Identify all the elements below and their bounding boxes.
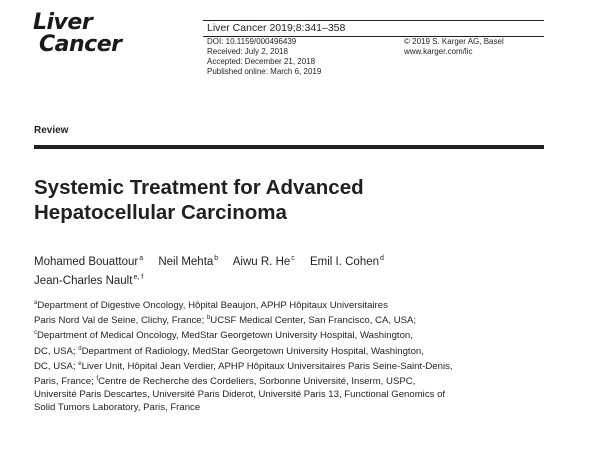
affiliation-text: Liver Unit, Hôpital Jean Verdier, APHP Hôpitaux Universitaires Paris Seine-Saint-Denis, xyxy=(81,360,453,372)
logo-line-1: Liver xyxy=(33,10,93,35)
affiliation-text: Department of Digestive Oncology, Hôpital Beaujon, APHP Hôpitaux Universitaires xyxy=(37,300,388,311)
affiliation-text: Paris Nord Val de Seine, Clichy, France; xyxy=(34,315,207,327)
affiliation-line xyxy=(34,297,554,312)
author xyxy=(34,256,143,268)
article-type: Review xyxy=(34,125,69,136)
affiliation-text: Department of Radiology, MedStar Georgetown University Hospital, Washington, xyxy=(81,345,424,357)
affiliation-mark: a xyxy=(34,300,38,306)
author-name: Neil Mehta xyxy=(158,256,214,268)
author-name: Aiwu R. He xyxy=(232,256,291,268)
affiliation-mark: d xyxy=(78,345,82,352)
author-affiliation-mark: b xyxy=(214,255,219,262)
published-date: Published online: March 6, 2019 xyxy=(207,67,322,76)
section-rule xyxy=(34,145,544,149)
affiliation-text: UCSF Medical Center, San Francisco, CA, USA; xyxy=(210,315,417,327)
publisher-info xyxy=(404,37,504,57)
affiliation-text: DC, USA; xyxy=(34,360,79,372)
author-affiliation-mark: c xyxy=(291,255,295,262)
author xyxy=(34,275,143,287)
author xyxy=(310,256,384,268)
author-affiliation-mark: a xyxy=(139,255,144,262)
affiliation-text: Centre de Recherche des Cordeliers, Sorbonne Université, Inserm, USPC, xyxy=(98,376,416,388)
affiliation-mark: c xyxy=(34,330,37,337)
affiliation-text: Department of Medical Oncology, MedStar Georgetown University Hospital, Washington, xyxy=(37,330,413,342)
affiliation-line xyxy=(34,343,554,358)
author-affiliation-mark: e, f xyxy=(133,274,144,281)
journal-citation: Liver Cancer 2019;8:341–358 xyxy=(207,22,346,34)
author-list xyxy=(34,251,554,289)
affiliation-line: Solid Tumors Laboratory, Paris, France xyxy=(34,402,201,414)
affiliation-text: Paris, France; xyxy=(34,376,97,388)
author-name: Emil I. Cohen xyxy=(309,256,380,268)
journal-logo xyxy=(33,12,128,56)
affiliation-line: Université Paris Descartes, Université Paris Diderot, Université Paris 13, Functional Genomics of xyxy=(34,389,446,401)
author xyxy=(233,256,295,268)
affiliation-mark: e xyxy=(78,360,82,367)
affiliation-line xyxy=(34,358,554,373)
journal-url: www.karger.com/lic xyxy=(404,47,473,56)
article-title xyxy=(34,175,554,225)
title-line-2: Hepatocellular Carcinoma xyxy=(34,201,287,224)
author-row-2 xyxy=(34,270,554,289)
logo-line-2: Cancer xyxy=(39,32,122,57)
affiliation-mark: b xyxy=(206,315,211,322)
affiliation-text: DC, USA; xyxy=(34,345,79,357)
copyright: © 2019 S. Karger AG, Basel xyxy=(404,37,504,46)
author-affiliation-mark: d xyxy=(380,255,384,262)
affiliation-line xyxy=(34,327,554,342)
affiliation-line xyxy=(34,312,554,327)
title-line-1: Systemic Treatment for Advanced xyxy=(34,176,364,199)
author-name: Mohamed Bouattour xyxy=(34,256,139,268)
author-name: Jean-Charles Nault xyxy=(34,275,133,287)
affiliations xyxy=(34,297,554,415)
affiliation-mark: f xyxy=(96,376,99,383)
publication-dates xyxy=(207,37,321,77)
author xyxy=(158,256,218,268)
author-row-1 xyxy=(34,251,554,270)
received-date: Received: July 2, 2018 xyxy=(207,47,288,56)
affiliation-line xyxy=(34,373,554,388)
accepted-date: Accepted: December 21, 2018 xyxy=(207,57,316,66)
doi: DOI: 10.1159/000496439 xyxy=(207,37,297,46)
